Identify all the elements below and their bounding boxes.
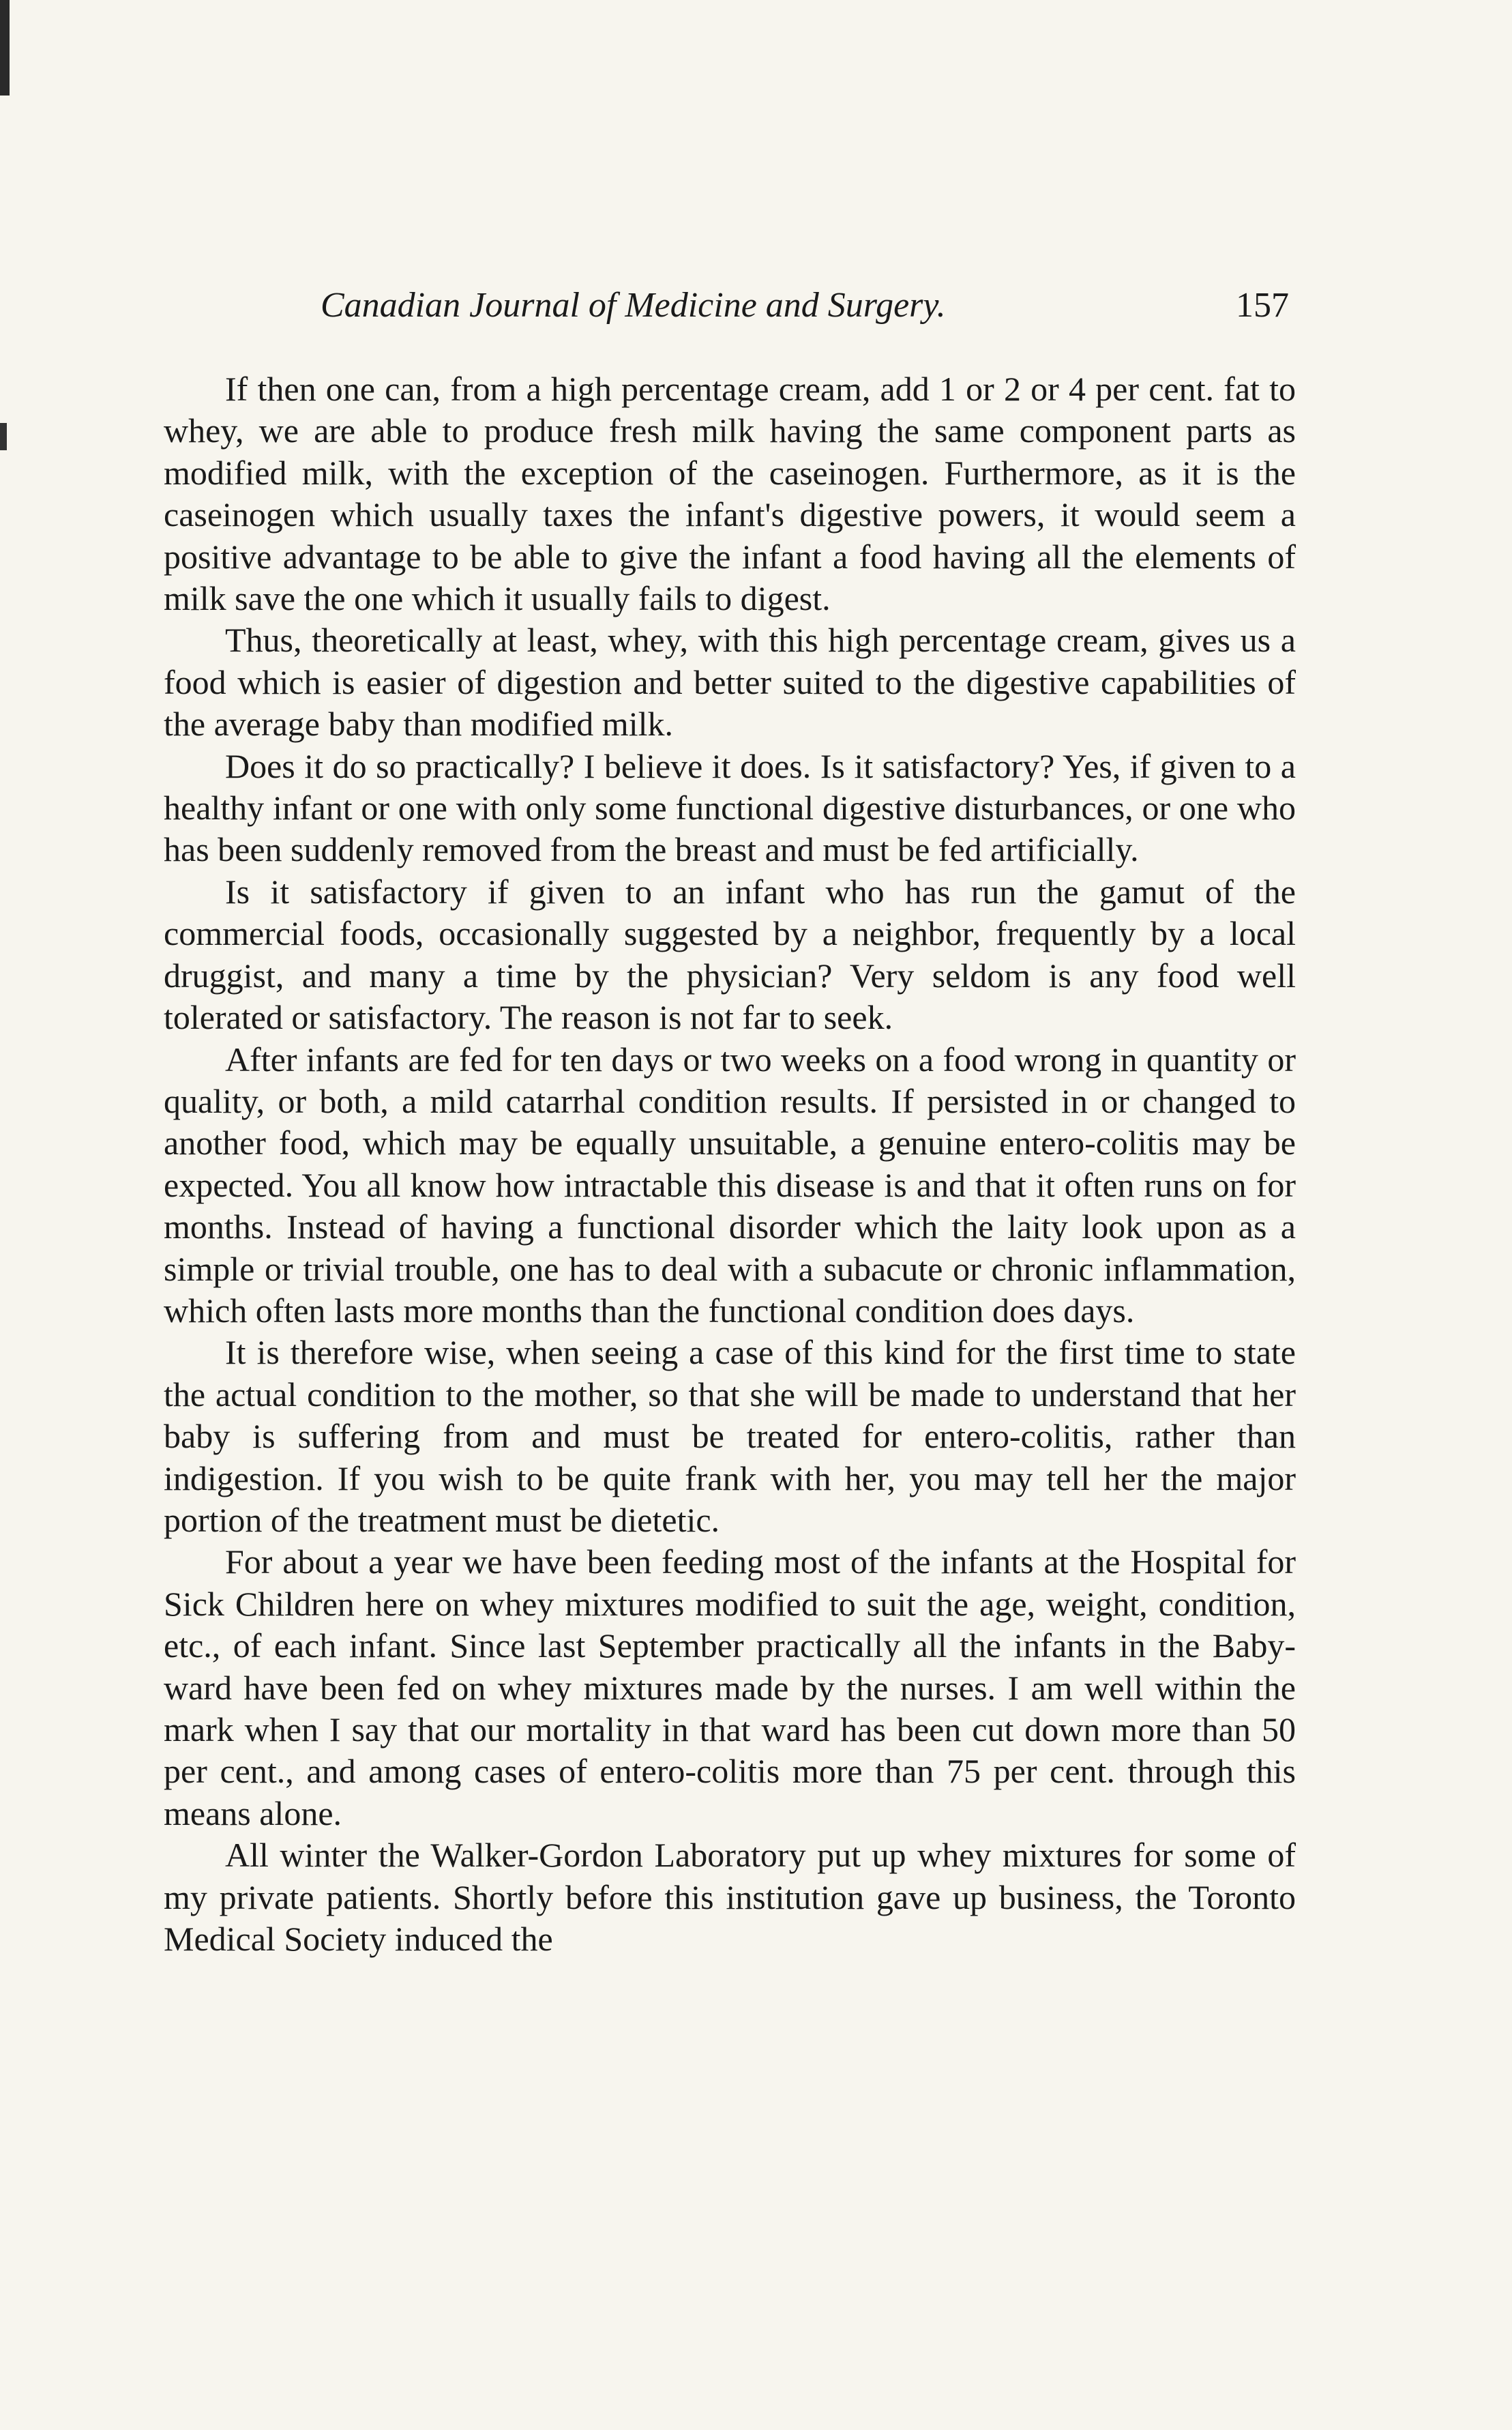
paragraph: Is it satisfactory if given to an infant who has run the gamut of the commercial foods, occasionally suggested by a neighbor, frequently by a local druggist, and many a time by the physician? Very seldom is any food well tolerated or satisfactory. The reason is not far to seek. <box>164 872 1296 1037</box>
page-number: 157 <box>1236 286 1289 325</box>
paragraph: For about a year we have been feeding most of the infants at the Hospital for Sick Children here on whey mixtures modified to suit the age, weight, condition, etc., of each infant. Since last September practically all the infants in the Baby-ward have been fed on whey mixtures made by the nurses. I am well within the mark when I say that our mortality in that ward has been cut down more than 50 per cent., and among cases of entero-colitis more than 75 per cent. through this means alone. <box>164 1542 1296 1832</box>
paragraph: It is therefore wise, when seeing a case of this kind for the first time to state the actual condition to the mother, so that she will be made to understand that her baby is suffering from and must be treated for entero-colitis, rather than indigestion. If you wish to be quite frank with her, you may tell her the major portion of the treatment must be dietetic. <box>164 1333 1296 1539</box>
paragraph: If then one can, from a high percentage cream, add 1 or 2 or 4 per cent. fat to whey, we are able to produce fresh milk having the same component parts as modified milk, with the exception of the caseinogen. Furthermore, as it is the caseinogen which usually taxes the infant's digestive powers, it would seem a positive advantage to be able to give the infant a food having all the elements of milk save the one which it usually fails to digest. <box>164 370 1296 618</box>
page-edge-mark <box>0 423 7 450</box>
paragraph: After infants are fed for ten days or two weeks on a food wrong in quantity or quality, or both, a mild catarrhal condition results. If persisted in or changed to another food, which may be equally unsuitable, a genuine entero-colitis may be expected. You all know how intractable this disease is and that it often runs on for months. Instead of having a functional disorder which the laity look upon as a simple or trivial trouble, one has to deal with a subacute or chronic inflammation, which often lasts more months than the functional condition does days. <box>164 1040 1296 1330</box>
page-header <box>321 285 1289 333</box>
paragraph: Thus, theoretically at least, whey, with this high percentage cream, gives us a food which is easier of digestion and better suited to the digestive capabilities of the average baby than modified milk. <box>164 621 1296 744</box>
article-body <box>164 368 1296 1960</box>
page-edge-shadow <box>0 0 27 96</box>
paragraph: Does it do so practically? I believe it does. Is it satisfactory? Yes, if given to a healthy infant or one with only some functional digestive disturbances, or one who has been suddenly removed from the breast and must be fed artificially. <box>164 746 1296 869</box>
paragraph: All winter the Walker-Gordon Laboratory put up whey mixtures for some of my private patients. Shortly before this institution gave up business, the Toronto Medical Society induced the <box>164 1836 1296 1959</box>
running-title: Canadian Journal of Medicine and Surgery. <box>321 286 946 325</box>
